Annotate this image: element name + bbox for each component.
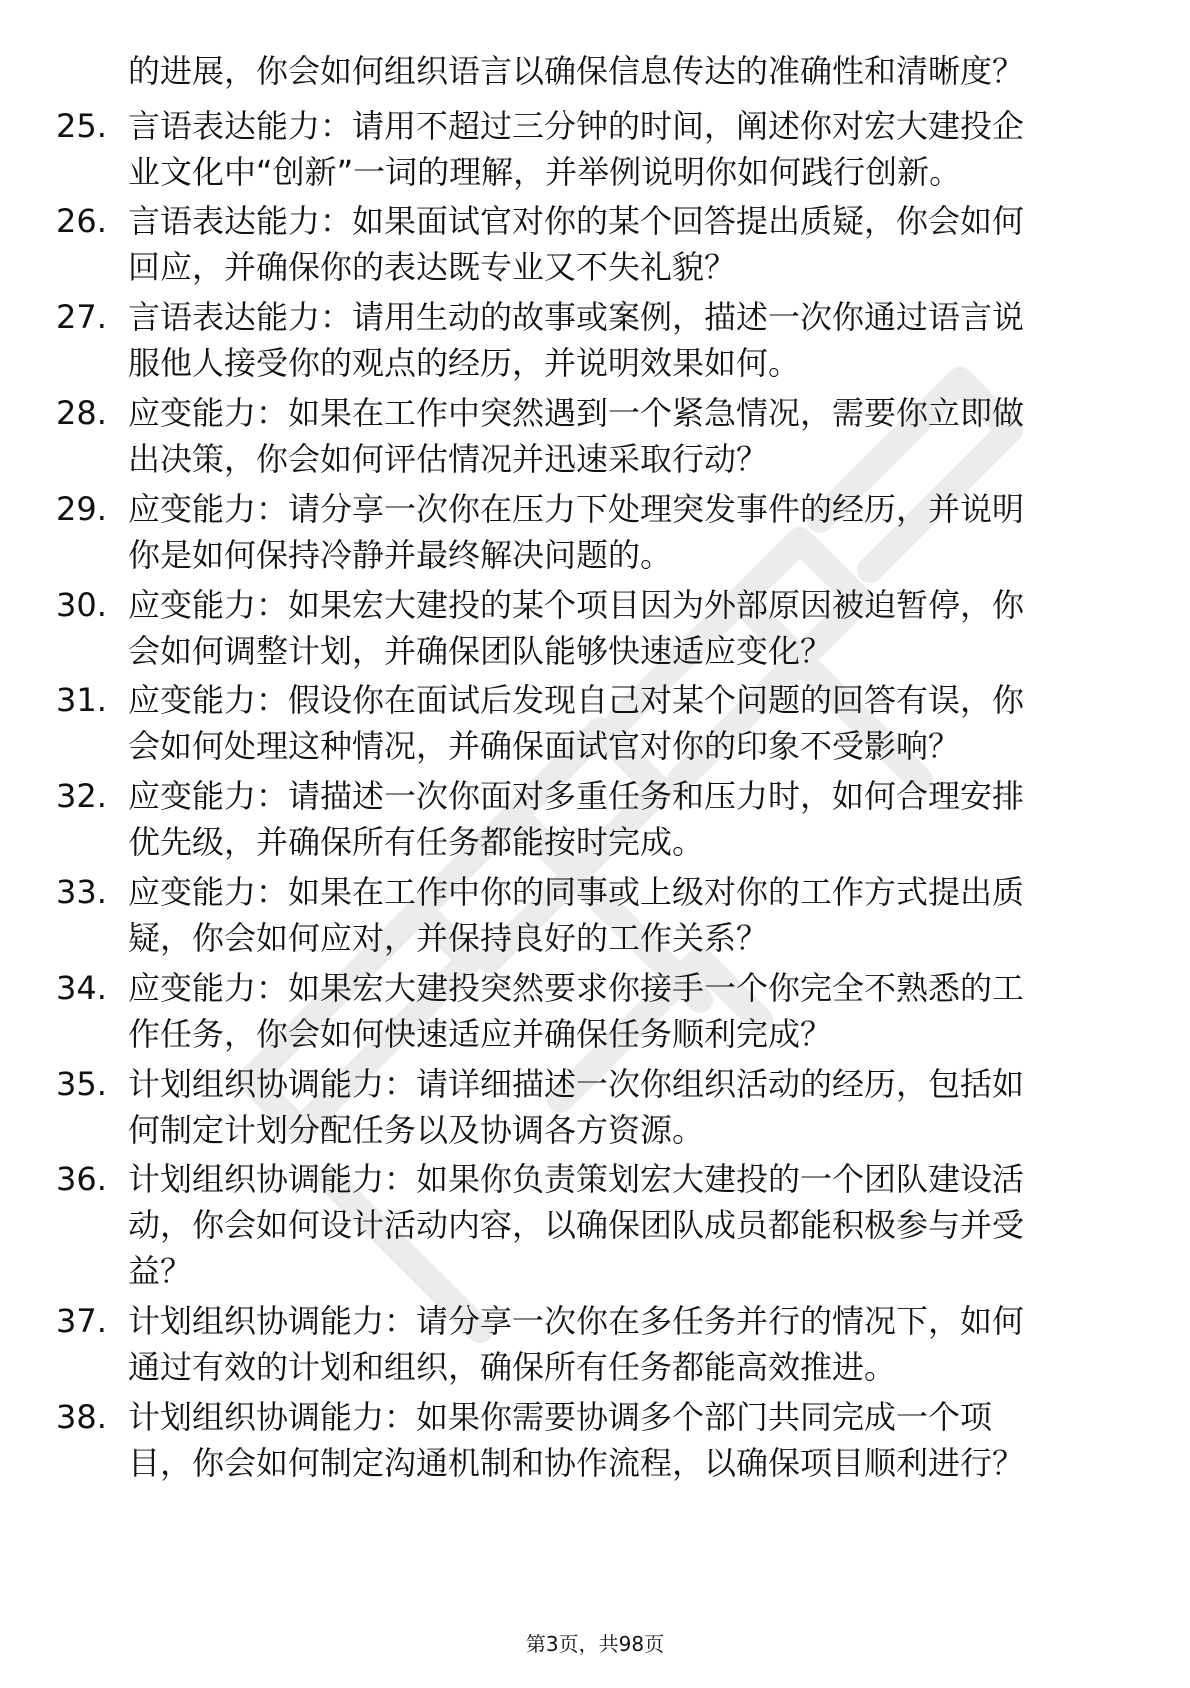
question-line: 计划组织协调能力：如果你需要协调多个部门共同完成一个项 (128, 1398, 993, 1436)
question-text (128, 773, 1118, 865)
question-line: 计划组织协调能力：请分享一次你在多任务并行的情况下，如何 (128, 1302, 1025, 1340)
question-number: 38. (56, 1398, 107, 1436)
question-line: 计划组织协调能力：请详细描述一次你组织活动的经历，包括如 (128, 1065, 1025, 1103)
question-line: 业文化中“创新”一词的理解，并举例说明你如何践行创新。 (128, 153, 962, 191)
question-line: 应变能力：请分享一次你在压力下处理突发事件的经历，并说明 (128, 490, 1025, 528)
question-line: 应变能力：如果宏大建投的某个项目因为外部原因被迫暂停，你 (128, 586, 1025, 624)
question-number: 25. (56, 107, 107, 145)
question-number: 26. (56, 202, 107, 240)
question-line: 应变能力：如果宏大建投突然要求你接手一个你完全不熟悉的工 (128, 969, 1025, 1007)
question-text (128, 677, 1118, 769)
question-number: 28. (56, 394, 107, 432)
question-text (128, 1061, 1118, 1153)
question-line: 你是如何保持冷静并最终解决问题的。 (128, 536, 673, 574)
question-line: 目，你会如何制定沟通机制和协作流程，以确保项目顺利进行？ (128, 1444, 1025, 1482)
question-number: 33. (56, 873, 107, 911)
question-text (128, 1156, 1118, 1294)
question-text (128, 965, 1118, 1057)
question-number: 37. (56, 1302, 107, 1340)
question-line: 出决策，你会如何评估情况并迅速采取行动？ (128, 440, 769, 478)
question-number: 32. (56, 777, 107, 815)
question-number: 29. (56, 490, 107, 528)
question-number: 35. (56, 1065, 107, 1103)
question-text (128, 103, 1118, 195)
continuation-text: 的进展，你会如何组织语言以确保信息传达的准确性和清晰度？ (128, 52, 1025, 90)
question-line: 何制定计划分配任务以及协调各方资源。 (128, 1111, 705, 1149)
question-text (128, 1298, 1118, 1390)
question-number: 27. (56, 298, 107, 336)
question-line: 优先级，并确保所有任务都能按时完成。 (128, 823, 705, 861)
question-line: 应变能力：如果在工作中你的同事或上级对你的工作方式提出质 (128, 873, 1025, 911)
question-line: 服他人接受你的观点的经历，并说明效果如何。 (128, 344, 801, 382)
question-line: 言语表达能力：请用生动的故事或案例，描述一次你通过语言说 (128, 298, 1025, 336)
question-line: 应变能力：假设你在面试后发现自己对某个问题的回答有误，你 (128, 681, 1025, 719)
question-line: 疑，你会如何应对，并保持良好的工作关系？ (128, 919, 769, 957)
question-text (128, 390, 1118, 482)
question-line: 益？ (128, 1252, 193, 1290)
question-line: 回应，并确保你的表达既专业又不失礼貌？ (128, 248, 737, 286)
question-line: 言语表达能力：请用不超过三分钟的时间，阐述你对宏大建投企 (128, 107, 1025, 145)
page-footer: 第3页，共98页 (525, 1632, 665, 1656)
question-line: 会如何调整计划，并确保团队能够快速适应变化？ (128, 632, 833, 670)
question-line: 作任务，你会如何快速适应并确保任务顺利完成？ (128, 1015, 833, 1053)
question-text (128, 486, 1118, 578)
question-number: 31. (56, 681, 107, 719)
question-line: 言语表达能力：如果面试官对你的某个回答提出质疑，你会如何 (128, 202, 1025, 240)
question-text (128, 198, 1118, 290)
question-line: 动，你会如何设计活动内容，以确保团队成员都能积极参与并受 (128, 1206, 1025, 1244)
question-text (128, 1394, 1118, 1486)
question-number: 30. (56, 586, 107, 624)
question-number: 36. (56, 1160, 107, 1198)
question-text (128, 869, 1118, 961)
question-number: 34. (56, 969, 107, 1007)
question-text (128, 582, 1118, 674)
question-text (128, 294, 1118, 386)
question-line: 通过有效的计划和组织，确保所有任务都能高效推进。 (128, 1348, 897, 1386)
question-line: 会如何处理这种情况，并确保面试官对你的印象不受影响？ (128, 727, 961, 765)
question-line: 计划组织协调能力：如果你负责策划宏大建投的一个团队建设活 (128, 1160, 1025, 1198)
question-line: 应变能力：如果在工作中突然遇到一个紧急情况，需要你立即做 (128, 394, 1025, 432)
question-line: 应变能力：请描述一次你面对多重任务和压力时，如何合理安排 (128, 777, 1025, 815)
